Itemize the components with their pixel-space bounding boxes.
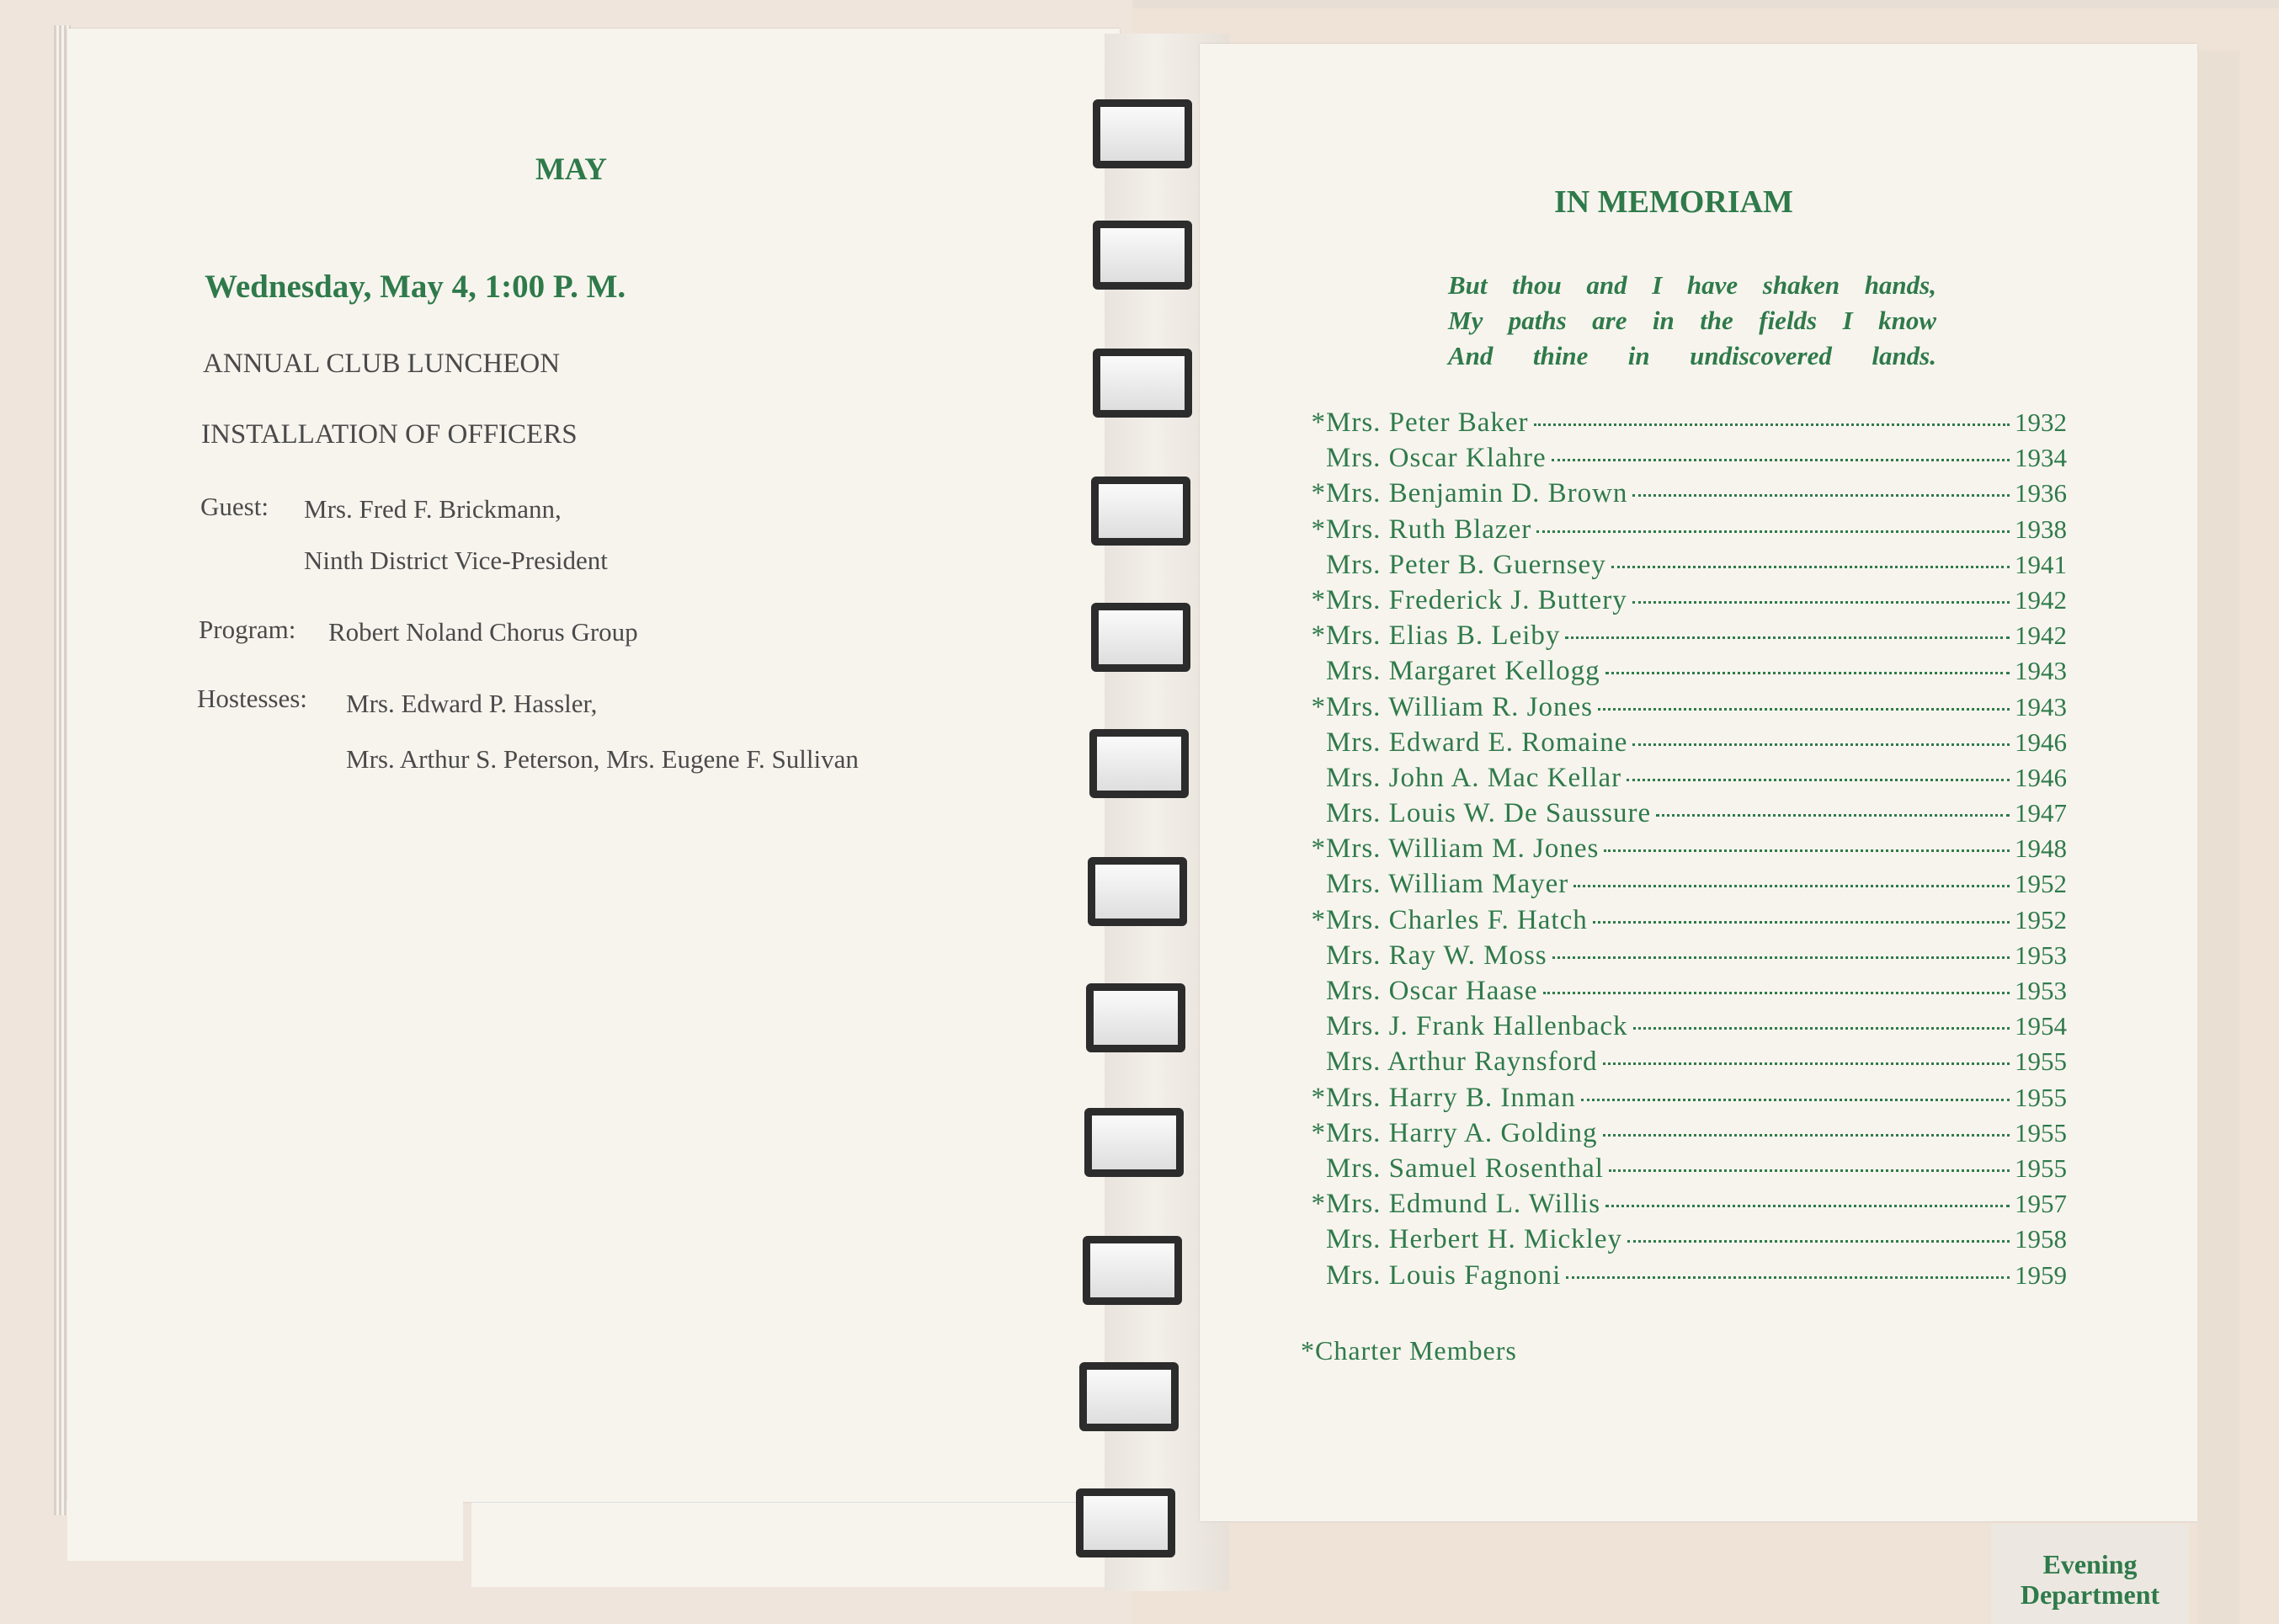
leader-dots	[1627, 779, 2010, 781]
memorial-row	[1309, 940, 2067, 976]
binding-coil	[1093, 99, 1192, 168]
memorial-row	[1309, 798, 2067, 833]
memorial-row	[1309, 1011, 2067, 1046]
member-name	[1309, 478, 1627, 509]
leader-dots	[1611, 566, 2010, 568]
leader-dots	[1605, 672, 2010, 674]
memorial-row	[1309, 1118, 2067, 1153]
member-name	[1309, 550, 1606, 581]
leader-dots	[1552, 459, 2010, 461]
member-name-text: Mrs. Louis Fagnoni	[1326, 1259, 1562, 1291]
memorial-row	[1309, 620, 2067, 656]
member-year: 1946	[2015, 762, 2067, 792]
leader-dots	[1565, 636, 2010, 639]
guest-name: Mrs. Fred F. Brickmann,	[304, 494, 562, 524]
binding-coil	[1089, 729, 1189, 798]
leader-dots	[1603, 1062, 2010, 1065]
spiral-binding	[1069, 0, 1187, 1624]
binding-coil	[1088, 857, 1187, 926]
member-year: 1955	[2015, 1153, 2067, 1183]
left-page-lower-strip	[471, 1502, 1128, 1587]
member-name-text: Mrs. Edward E. Romaine	[1326, 727, 1628, 758]
memorial-row	[1309, 443, 2067, 478]
left-page-tab	[67, 1502, 463, 1561]
member-name-text: Mrs. Benjamin D. Brown	[1326, 478, 1628, 509]
hostesses-label: Hostesses:	[197, 684, 307, 713]
memorial-row	[1309, 656, 2067, 691]
charter-star: *	[1311, 904, 1326, 935]
leader-dots	[1566, 1276, 2010, 1279]
charter-star: *	[1311, 833, 1326, 865]
memorial-row	[1309, 1083, 2067, 1118]
leader-dots	[1573, 885, 2010, 887]
member-year: 1934	[2015, 443, 2067, 473]
event-date: Wednesday, May 4, 1:00 P. M.	[205, 269, 626, 305]
member-name-text: Mrs. William Mayer	[1326, 869, 1569, 900]
hostesses-line-2: Mrs. Arthur S. Peterson, Mrs. Eugene F. Sullivan	[346, 744, 859, 774]
member-name	[1309, 620, 1560, 652]
member-name	[1309, 1153, 1604, 1185]
memorial-row	[1309, 585, 2067, 620]
memorial-row	[1309, 1224, 2067, 1259]
member-year: 1955	[2015, 1082, 2067, 1112]
member-name	[1309, 1046, 1598, 1078]
member-year: 1955	[2015, 1117, 2067, 1147]
binding-coil	[1086, 983, 1185, 1052]
memorial-row	[1309, 869, 2067, 904]
memorial-row	[1309, 727, 2067, 763]
member-name	[1309, 833, 1599, 865]
member-name	[1309, 1224, 1622, 1255]
member-year: 1954	[2015, 1011, 2067, 1041]
member-name	[1309, 1011, 1628, 1042]
member-name-text: Mrs. Ruth Blazer	[1326, 514, 1532, 545]
leader-dots	[1534, 423, 2010, 426]
member-name	[1309, 1083, 1576, 1114]
leader-dots	[1543, 992, 2010, 994]
member-name-text: Mrs. Charles F. Hatch	[1326, 904, 1588, 935]
member-name	[1309, 1189, 1600, 1220]
poem-line: But thou and I have shaken hands,	[1448, 270, 1936, 300]
program-label: Program:	[199, 615, 296, 644]
binding-coil	[1093, 349, 1192, 418]
member-name	[1309, 727, 1627, 759]
binding-coil	[1093, 221, 1192, 290]
member-name-text: Mrs. Oscar Haase	[1326, 976, 1538, 1006]
memorial-list	[1309, 407, 2067, 1296]
memorial-row	[1309, 550, 2067, 585]
member-name-text: Mrs. William R. Jones	[1326, 691, 1593, 722]
charter-star: *	[1311, 620, 1326, 652]
leader-dots	[1552, 956, 2010, 959]
binding-coil	[1079, 1362, 1179, 1431]
member-name-text: Mrs. J. Frank Hallenback	[1326, 1011, 1628, 1042]
member-name-text: Mrs. Edmund L. Willis	[1326, 1189, 1601, 1220]
binding-coil	[1091, 603, 1190, 672]
member-name-text: Mrs. Frederick J. Buttery	[1326, 584, 1627, 615]
charter-star: *	[1311, 1082, 1326, 1113]
member-name	[1309, 585, 1627, 616]
member-year: 1932	[2015, 407, 2067, 437]
member-name-text: Mrs. Harry B. Inman	[1326, 1082, 1576, 1113]
member-year: 1947	[2015, 798, 2067, 828]
memorial-row	[1309, 407, 2067, 443]
member-name-text: Mrs. Oscar Klahre	[1326, 443, 1547, 474]
member-name	[1309, 1260, 1561, 1291]
member-name-text: Mrs. Margaret Kellogg	[1326, 656, 1600, 687]
member-name-text: Mrs. Peter B. Guernsey	[1326, 549, 1606, 580]
member-year: 1957	[2015, 1189, 2067, 1219]
member-year: 1943	[2015, 656, 2067, 686]
member-name	[1309, 514, 1531, 546]
leader-dots	[1536, 530, 2010, 533]
member-year: 1938	[2015, 514, 2067, 544]
member-year: 1942	[2015, 620, 2067, 651]
charter-star: *	[1311, 691, 1326, 722]
month-heading: MAY	[535, 152, 607, 187]
memorial-row	[1309, 1046, 2067, 1082]
member-name-text: Mrs. Elias B. Leiby	[1326, 620, 1561, 652]
binding-coil	[1076, 1488, 1175, 1557]
memoriam-heading: IN MEMORIAM	[1554, 184, 1793, 220]
member-name	[1309, 692, 1593, 723]
memorial-row	[1309, 976, 2067, 1011]
member-name	[1309, 656, 1600, 687]
member-name-text: Mrs. William M. Jones	[1326, 833, 1600, 865]
leader-dots	[1581, 1099, 2010, 1101]
charter-star: *	[1311, 1117, 1326, 1148]
guest-label: Guest:	[200, 492, 269, 521]
event-luncheon: ANNUAL CLUB LUNCHEON	[203, 349, 561, 379]
poem-line: And thine in undiscovered lands.	[1448, 341, 1936, 370]
binding-coil	[1084, 1108, 1184, 1177]
leader-dots	[1605, 1205, 2010, 1207]
member-year: 1953	[2015, 976, 2067, 1005]
leader-dots	[1627, 1240, 2010, 1243]
memorial-row	[1309, 1189, 2067, 1224]
binding-coil	[1091, 477, 1190, 546]
leader-dots	[1632, 494, 2010, 497]
leader-dots	[1633, 1027, 2010, 1030]
memorial-row	[1309, 833, 2067, 869]
leader-dots	[1609, 1169, 2010, 1172]
member-name-text: Mrs. Harry A. Golding	[1326, 1117, 1598, 1148]
member-name	[1309, 1118, 1598, 1149]
member-year: 1941	[2015, 549, 2067, 579]
charter-star: *	[1311, 584, 1326, 615]
leader-dots	[1604, 849, 2010, 852]
member-name-text: Mrs. Arthur Raynsford	[1326, 1046, 1598, 1078]
charter-star: *	[1311, 514, 1326, 545]
member-year: 1955	[2015, 1046, 2067, 1077]
member-name-text: Mrs. Louis W. De Saussure	[1326, 798, 1652, 829]
memorial-row	[1309, 1153, 2067, 1189]
charter-footnote: *Charter Members	[1301, 1335, 1517, 1366]
member-name	[1309, 976, 1538, 1007]
event-installation: INSTALLATION OF OFFICERS	[201, 419, 578, 450]
member-year: 1948	[2015, 833, 2067, 864]
memorial-row	[1309, 478, 2067, 514]
charter-star: *	[1311, 1189, 1326, 1220]
leader-dots	[1632, 601, 2010, 604]
member-year: 1952	[2015, 904, 2067, 934]
member-year: 1953	[2015, 940, 2067, 970]
hostesses-line-1: Mrs. Edward P. Hassler,	[346, 689, 598, 718]
member-year: 1943	[2015, 691, 2067, 721]
leader-dots	[1603, 1134, 2010, 1137]
member-name	[1309, 905, 1588, 936]
member-year: 1942	[2015, 584, 2067, 615]
memoriam-poem	[1448, 268, 1936, 374]
leader-dots	[1598, 708, 2010, 711]
guest-title: Ninth District Vice-President	[304, 546, 608, 575]
memorial-row	[1309, 763, 2067, 798]
memorial-row	[1309, 905, 2067, 940]
right-cover-edge	[2197, 51, 2239, 1624]
member-name	[1309, 940, 1547, 972]
member-name-text: Mrs. Ray W. Moss	[1326, 940, 1547, 971]
member-name-text: Mrs. Peter Baker	[1326, 407, 1529, 438]
memorial-row	[1309, 514, 2067, 550]
department-tab-label: Evening Department	[2020, 1549, 2160, 1610]
member-year: 1952	[2015, 869, 2067, 899]
leader-dots	[1632, 743, 2010, 746]
leader-dots	[1656, 814, 2010, 817]
charter-star: *	[1311, 407, 1326, 438]
member-year: 1946	[2015, 727, 2067, 757]
member-name	[1309, 798, 1651, 829]
charter-star: *	[1311, 478, 1326, 509]
binding-coil	[1083, 1236, 1182, 1305]
member-name-text: Mrs. Herbert H. Mickley	[1326, 1224, 1623, 1255]
member-name	[1309, 763, 1621, 794]
member-name	[1309, 869, 1568, 900]
member-name-text: Mrs. Samuel Rosenthal	[1326, 1153, 1604, 1184]
leader-dots	[1593, 921, 2010, 924]
memorial-row	[1309, 692, 2067, 727]
program-value: Robert Noland Chorus Group	[328, 617, 638, 647]
member-name	[1309, 407, 1529, 439]
member-name-text: Mrs. John A. Mac Kellar	[1326, 762, 1622, 793]
member-year: 1936	[2015, 478, 2067, 508]
member-year: 1959	[2015, 1259, 2067, 1290]
poem-line: My paths are in the fields I know	[1448, 306, 1936, 335]
member-year: 1958	[2015, 1224, 2067, 1254]
member-name	[1309, 443, 1547, 474]
memorial-row	[1309, 1260, 2067, 1296]
